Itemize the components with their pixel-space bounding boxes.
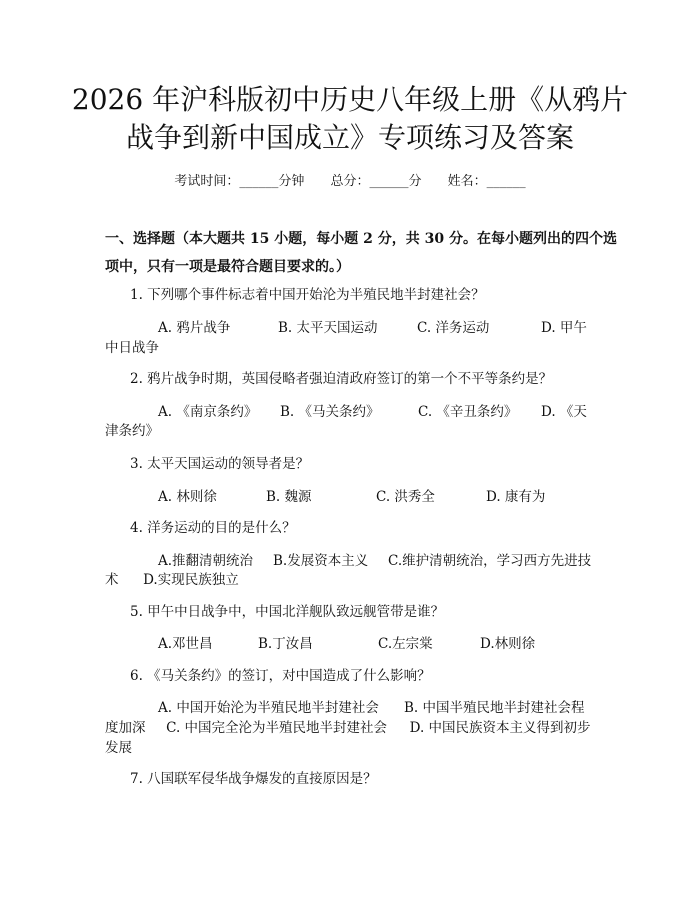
question-2-option-b: B. 《马关条约》 (280, 404, 380, 420)
question-3-option-a: A. 林则徐 (158, 489, 217, 505)
question-3-stem: 3. 太平天国运动的领导者是？ (130, 456, 310, 472)
question-1-stem: 1. 下列哪个事件标志着中国开始沦为半殖民地半封建社会？ (130, 287, 485, 303)
question-1-option-a: A. 鸦片战争 (158, 320, 231, 336)
question-3-option-c: C. 洪秀全 (376, 489, 435, 505)
question-2-option-c: C. 《辛丑条约》 (418, 404, 518, 420)
question-6-continued-line (105, 716, 591, 736)
question-2-stem: 2. 鸦片战争时期，英国侵略者强迫清政府签订的第一个不平等条约是？ (130, 371, 553, 387)
question-4-stem: 4. 洋务运动的目的是什么？ (130, 520, 296, 536)
question-3-option-b: B. 魏源 (266, 489, 312, 505)
question-4-option-b: B.发展资本主义 (273, 553, 369, 569)
question-6-stem: 6. 《马关条约》的签订，对中国造成了什么影响？ (130, 668, 431, 684)
student-name-field: 姓名：______ (447, 174, 526, 189)
section-heading-line-1: 一、选择题（本大题共 15 小题，每小题 2 分，共 30 分。在每小题列出的四个选 (105, 231, 617, 247)
document-title-line-1: 2026 年沪科版初中历史八年级上册《从鸦片 (71, 83, 629, 116)
question-2-option-d: D. 《天 (541, 404, 587, 420)
question-4-option-c: C.维护清朝统治，学习西方先进技 (388, 553, 592, 569)
section-heading-line-2: 项中，只有一项是最符合题目要求的。） (105, 259, 350, 275)
question-7-stem: 7. 八国联军侵华战争爆发的直接原因是？ (130, 771, 377, 787)
question-3-option-d: D. 康有为 (486, 489, 546, 505)
question-5-option-b: B.丁汝昌 (258, 636, 313, 652)
question-1-option-b: B. 太平天国运动 (278, 320, 378, 336)
question-2-option-a: A. 《南京条约》 (158, 404, 258, 420)
question-1-option-d: D. 甲午 (541, 320, 587, 336)
exam-time-field: 考试时间：______分钟 (174, 174, 305, 189)
question-6-option-d: D. 中国民族资本主义得到初步 (409, 720, 591, 736)
question-4-option-c-continued: 术 (105, 572, 119, 588)
question-6-option-b: B. 中国半殖民地半封建社会程 (404, 700, 585, 716)
question-5-option-a: A.邓世昌 (158, 636, 213, 652)
question-5-option-c: C.左宗棠 (378, 636, 433, 652)
exam-meta (0, 170, 700, 189)
document-title-line-2: 战争到新中国成立》专项练习及答案 (125, 121, 574, 154)
question-6-option-c: C. 中国完全沦为半殖民地半封建社会 (166, 720, 388, 736)
question-4-continued-line (105, 568, 239, 588)
question-5-stem: 5. 甲午中日战争中，中国北洋舰队致远舰管带是谁？ (130, 604, 445, 620)
question-5-option-d: D.林则徐 (480, 636, 536, 652)
question-6-option-d-continued: 发展 (105, 740, 132, 756)
question-2-option-d-continued: 津条约》 (105, 423, 159, 439)
total-score-field: 总分：______分 (330, 174, 422, 189)
question-4-option-d: D.实现民族独立 (143, 572, 239, 588)
question-1-option-c: C. 洋务运动 (417, 320, 490, 336)
question-6-option-a: A. 中国开始沦为半殖民地半封建社会 (158, 700, 379, 716)
question-1-option-d-continued: 中日战争 (105, 340, 159, 356)
question-4-option-a: A.推翻清朝统治 (158, 553, 254, 569)
question-6-option-b-continued: 度加深 (105, 720, 146, 736)
